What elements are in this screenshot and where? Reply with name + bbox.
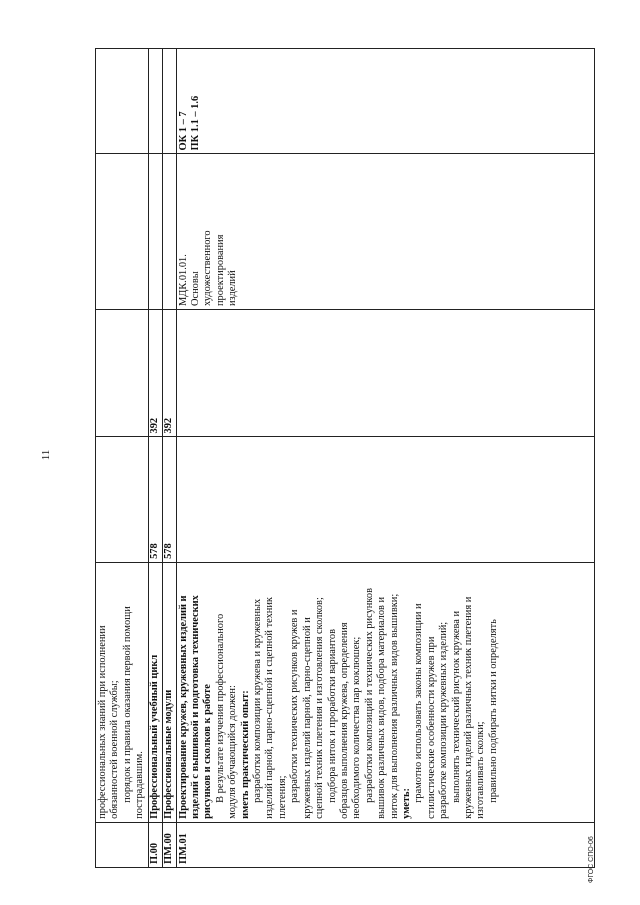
index-cell [96, 822, 149, 867]
mdk-cell [176, 154, 594, 310]
page-number: 11 [40, 449, 52, 461]
text-line: разработки композиции кружева и кружевных [252, 598, 264, 803]
mdk-line: изделий [227, 270, 239, 306]
description-cell: Профессиональные модули [162, 562, 176, 822]
text-line: стилистические особенности кружев при [425, 636, 437, 819]
text-line: изделий парной, парно-сцепной и сцепной техник [264, 597, 276, 819]
text-line: порядок и правила оказания первой помощи [121, 606, 133, 803]
description-cell [96, 562, 149, 822]
competency-cell [148, 49, 162, 154]
text-line: разработки композиций и технических рисунков [363, 588, 375, 803]
competency-cell [176, 49, 594, 154]
text-line: правильно подбирать нитки и определять [487, 619, 499, 803]
text-line: подбора ниток и проработки вариантов [326, 629, 338, 803]
text-line: модуля обучающийся должен: [227, 685, 239, 819]
text-line: рисунков и сколков к работе [202, 684, 214, 819]
index-cell: П.00 [148, 822, 162, 867]
max-load-cell [176, 437, 594, 562]
table-row-professional-cycle [148, 49, 162, 868]
mdk-line: МДК.01.01. [177, 254, 189, 306]
max-load-cell: 578 [162, 437, 176, 562]
text-line: профессиональных знаний при исполнении [97, 625, 108, 819]
text-line: необходимого количества пар коклюшек; [351, 636, 363, 819]
text-line: кружевных изделий парной, парно-сцепной и [301, 617, 313, 819]
footer-code: ФГОС СПО-06 [588, 836, 595, 883]
text-line: грамотно использовать законы композиции и [413, 603, 425, 803]
text-line: обязанностей военной службы; [109, 680, 121, 819]
required-load-cell: 392 [162, 310, 176, 437]
max-load-cell: 578 [148, 437, 162, 562]
text-line: В результате изучения профессионального [214, 613, 226, 803]
text-line: пострадавшим. [134, 751, 146, 819]
mdk-line: художественного [202, 230, 214, 306]
text-line: изготавливать сколки; [475, 721, 487, 819]
competency-line: ПК 1.1 – 1.6 [190, 95, 202, 151]
text-line: Проектирование кружев, кружевных изделий и [177, 595, 189, 819]
description-cell [176, 562, 594, 822]
text-line: изделий с вышивкой и подготовка технических [190, 595, 202, 819]
required-load-cell [176, 310, 594, 437]
index-cell: ПМ.01 [176, 822, 594, 867]
text-line: иметь практический опыт: [239, 690, 251, 819]
text-line: уметь: [400, 788, 412, 819]
required-load-cell: 392 [148, 310, 162, 437]
competency-line: ОК 1 – 7 [177, 111, 189, 151]
description-cell: Профессиональный учебный цикл [148, 562, 162, 822]
required-load-cell [96, 310, 149, 437]
text-line: ниток для выполнения различных видов вышивки; [388, 593, 400, 819]
mdk-cell [148, 154, 162, 310]
table-row-pm01 [176, 49, 594, 868]
text-line: образцов выполнения кружева, определения [338, 622, 350, 819]
competency-cell [162, 49, 176, 154]
competency-cell [96, 49, 149, 154]
text-line: разработки технических рисунков кружев и [289, 609, 301, 803]
curriculum-table [95, 48, 595, 868]
text-line: кружевных изделий различных техник плетения и [462, 596, 474, 819]
mdk-line: проектирования [214, 234, 226, 306]
mdk-cell [96, 154, 149, 310]
text-line: плетения; [276, 775, 288, 819]
table-row-professional-modules [162, 49, 176, 868]
text-line: вышивок различных видов, подбора материалов и [376, 596, 388, 819]
text-line: разработке композиции кружевных изделий; [438, 621, 450, 819]
index-cell: ПМ.00 [162, 822, 176, 867]
text-line: выполнять технический рисунок кружева и [450, 610, 462, 803]
table-row-continuation [96, 49, 149, 868]
mdk-line: Основы [190, 271, 202, 306]
text-line: сцепной техник плетения и изготовления сколков; [314, 597, 326, 819]
mdk-cell [162, 154, 176, 310]
max-load-cell [96, 437, 149, 562]
